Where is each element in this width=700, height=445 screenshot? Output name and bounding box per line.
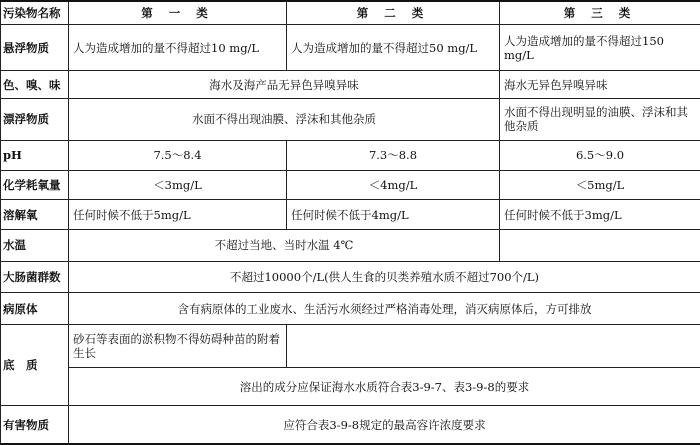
cell-floating-class12: 水面不得出现油膜、浮沫和其他杂质 [69,98,500,140]
header-class-2: 第 二 类 [287,1,500,24]
cell-suspended-class3: 人为造成增加的量不得超过150 mg/L [500,24,700,71]
header-class-3: 第 三 类 [500,1,700,24]
cell-ph-class3: 6.5～9.0 [500,141,700,171]
row-label-sediment: 底 质 [1,324,69,405]
table-row [1,24,700,71]
cell-ph-class2: 7.3～8.8 [287,141,500,171]
cell-do-class3: 任何时候不低于3mg/L [500,200,700,230]
cell-temp-class12: 不超过当地、当时水温 4℃ [69,229,500,261]
row-label-do: 溶解氧 [1,200,69,230]
cell-cod-class1: ＜3mg/L [69,170,287,200]
cell-cod-class2: ＜4mg/L [287,170,500,200]
table-row [1,406,700,444]
row-label-cod: 化学耗氧量 [1,170,69,200]
row-label-coliform: 大肠菌群数 [1,261,69,293]
row-label-pathogen: 病原体 [1,293,69,325]
table-row [1,98,700,140]
table-row [1,368,700,406]
cell-cod-class3: ＜5mg/L [500,170,700,200]
table-row [1,141,700,171]
cell-color-class12: 海水及海产品无异色异嗅异味 [69,71,500,98]
header-class-1: 第 一 类 [69,1,287,24]
cell-suspended-class2: 人为造成增加的量不得超过50 mg/L [287,24,500,71]
cell-coliform-all: 不超过10000个/L(供人生食的贝类养殖水质不超过700个/L) [69,261,700,293]
cell-temp-class3 [500,229,700,261]
row-label-ph: pH [1,141,69,171]
row-label-suspended: 悬浮物质 [1,24,69,71]
table-row [1,200,700,230]
cell-sediment-blank [287,324,700,367]
cell-ph-class1: 7.5～8.4 [69,141,287,171]
table-header-row [1,1,700,24]
cell-sediment-all: 溶出的成分应保证海水水质符合表3-9-7、表3-9-8的要求 [69,368,700,406]
row-label-floating: 漂浮物质 [1,98,69,140]
header-pollutant-name: 污染物名称 [1,1,69,24]
cell-harmful-all: 应符合表3-9-8规定的最高容许浓度要求 [69,406,700,444]
table-row [1,293,700,325]
cell-do-class2: 任何时候不低于4mg/L [287,200,500,230]
table-row [1,324,700,367]
table-row [1,229,700,261]
table-row [1,261,700,293]
row-label-color: 色、嗅、味 [1,71,69,98]
row-label-temp: 水温 [1,229,69,261]
table-row [1,71,700,98]
cell-do-class1: 任何时候不低于5mg/L [69,200,287,230]
cell-pathogen-all: 含有病原体的工业废水、生活污水须经过严格消毒处理，消灭病原体后，方可排放 [69,293,700,325]
cell-color-class3: 海水无异色异嗅异味 [500,71,700,98]
cell-sediment-class1: 砂石等表面的淤积物不得妨碍种苗的附着生长 [69,324,287,367]
table-row [1,170,700,200]
cell-suspended-class1: 人为造成增加的量不得超过10 mg/L [69,24,287,71]
row-label-harmful: 有害物质 [1,406,69,444]
cell-floating-class3: 水面不得出现明显的油膜、浮沫和其他杂质 [500,98,700,140]
